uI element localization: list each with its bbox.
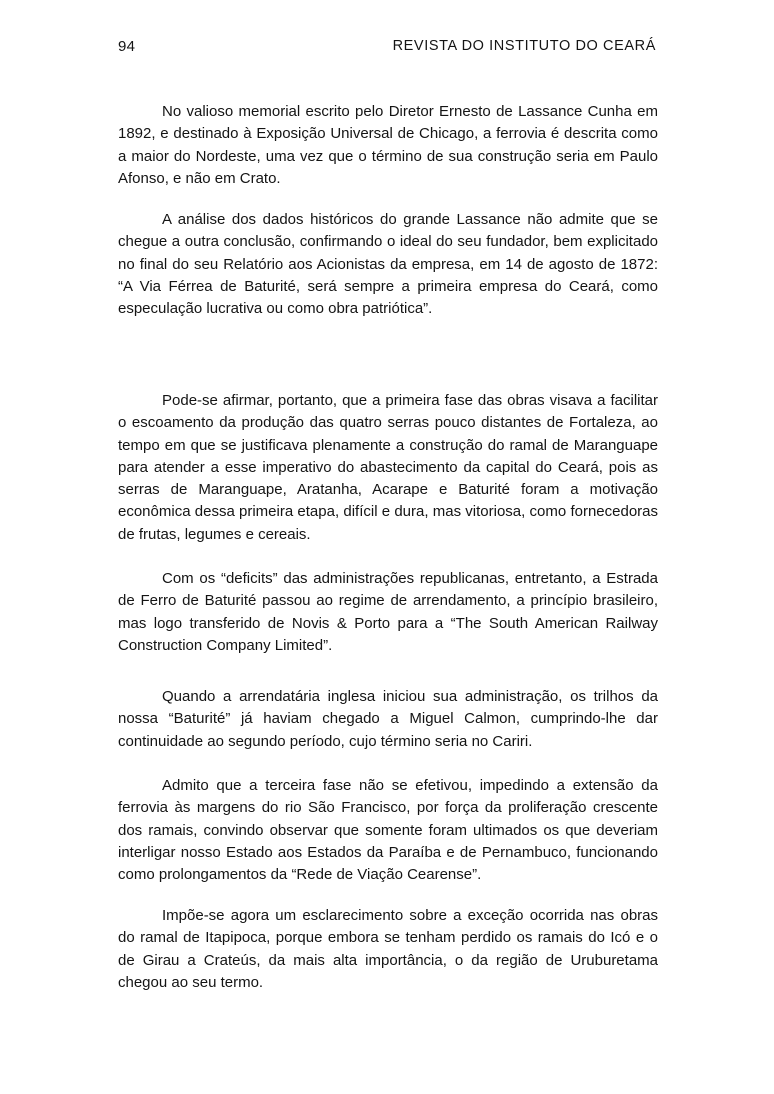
paragraph-third-phase: Admito que a terceira fase não se efetivou, impedindo a extensão da ferrovia às margens do rio São Francisco, por força da proliferação crescente dos ramais, convindo observar que somente foram ultimados os que deveriam interligar nosso Estado aos Estados da Paraíba e de Pernambuco, funcionando como prolongamentos da “Rede de Viação Cearense”. [118,777,658,884]
journal-title: REVISTA DO INSTITUTO DO CEARÁ [392,38,656,54]
paragraph-first-phase: Pode-se afirmar, portanto, que a primeira fase das obras visava a facilitar o escoamento da produção das quatro serras pouco distantes de Fortaleza, ao tempo em que se justificava plenamente a construção do ramal de Maranguape para atender a esse imperativo do abastecimento da capital do Ceará, pois as serras de Maranguape, Aratanha, Acarape e Baturité foram a motivação econômica dessa primeira etapa, difícil e dura, mas vitoriosa, como fornecedoras de frutas, legumes e cereais. [118,392,658,543]
paragraph-english-lessee: Quando a arrendatária inglesa iniciou sua administração, os trilhos da nossa “Baturité” já haviam chegado a Miguel Calmon, cumprindo-lhe dar continuidade ao segundo período, cujo término seria no Cariri. [118,688,658,750]
paragraph-memorial: No valioso memorial escrito pelo Diretor Ernesto de Lassance Cunha em 1892, e destinado à Exposição Universal de Chicago, a ferrovia é descrita como a maior do Nordeste, uma vez que o término de sua construção seria em Paulo Afonso, e não em Crato. [118,103,658,187]
paragraph-lassance-analysis: A análise dos dados históricos do grande Lassance não admite que se chegue a outra conclusão, confirmando o ideal do seu fundador, bem explicitado no final do seu Relatório aos Acionistas da empresa, em 14 de agosto de 1872: “A Via Férrea de Baturité, será sempre a primeira empresa do Ceará, como especulação lucrativa ou como obra patriótica”. [118,211,658,318]
paragraph-itapipoca: Impõe-se agora um esclarecimento sobre a exceção ocorrida nas obras do ramal de Itapipoca, porque embora se tenham perdido os ramais do Icó e o de Girau a Crateús, da mais alta importância, o da região de Uruburetama chegou ao seu termo. [118,907,658,991]
paragraph-deficits: Com os “deficits” das administrações republicanas, entretanto, a Estrada de Ferro de Baturité passou ao regime de arrendamento, a princípio brasileiro, mas logo transferido de Novis & Porto para a “The South American Railway Construction Company Limited”. [118,570,658,654]
page-number: 94 [118,38,136,55]
